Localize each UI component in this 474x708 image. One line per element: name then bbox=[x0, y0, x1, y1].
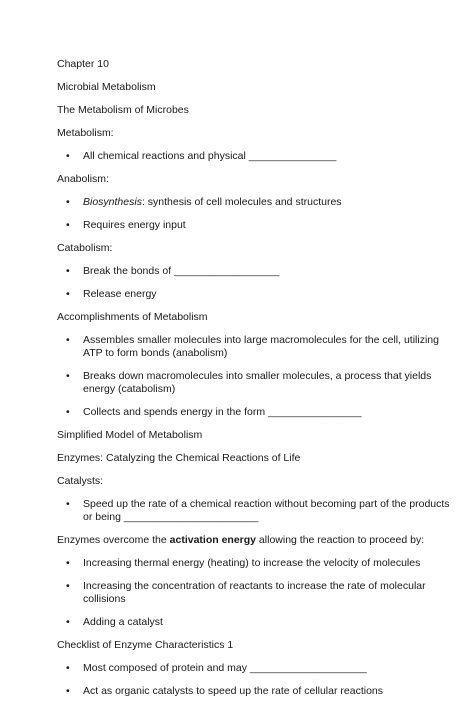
list-item-text-continued: collisions bbox=[83, 593, 126, 605]
list-item-text: Release energy bbox=[83, 288, 157, 300]
enzymes-heading: Enzymes: Catalyzing the Chemical Reactions of Life bbox=[57, 452, 301, 464]
list-item bbox=[57, 580, 459, 606]
bullet-icon: • bbox=[66, 265, 70, 277]
list-item bbox=[57, 265, 459, 278]
bullet-icon: • bbox=[66, 334, 70, 346]
sentence-start: Enzymes overcome the bbox=[57, 534, 170, 546]
metabolism-label: Metabolism: bbox=[57, 127, 114, 139]
list-item-text: Increasing thermal energy (heating) to increase the velocity of molecules bbox=[83, 557, 421, 569]
list-item bbox=[57, 150, 459, 163]
checklist-list bbox=[57, 662, 457, 698]
list-item-text: Adding a catalyst bbox=[83, 616, 163, 628]
activation-energy-sentence bbox=[57, 534, 457, 547]
accomplishments-list bbox=[57, 334, 457, 419]
list-item-text: All chemical reactions and physical _______________ bbox=[83, 150, 337, 162]
bullet-icon: • bbox=[66, 288, 70, 300]
sentence-end: allowing the reaction to proceed by: bbox=[256, 534, 425, 546]
bullet-icon: • bbox=[66, 498, 70, 510]
bullet-icon: • bbox=[66, 662, 70, 674]
activation-energy-term: activation energy bbox=[169, 534, 257, 546]
list-item bbox=[57, 370, 459, 396]
document-page bbox=[57, 58, 457, 708]
catalysts-label: Catalysts: bbox=[57, 475, 104, 487]
simplified-model-heading: Simplified Model of Metabolism bbox=[57, 429, 203, 441]
list-item-text-continued: energy (catabolism) bbox=[83, 383, 176, 395]
bullet-icon: • bbox=[66, 196, 70, 208]
bullet-icon: • bbox=[66, 580, 70, 592]
checklist-label: Checklist of Enzyme Characteristics 1 bbox=[57, 639, 234, 651]
list-item-text-continued: or being _______________________ bbox=[83, 511, 259, 523]
bullet-icon: • bbox=[66, 406, 70, 418]
section-title: The Metabolism of Microbes bbox=[57, 104, 189, 116]
catabolism-list bbox=[57, 265, 457, 301]
list-item-text: Most composed of protein and may ____________________ bbox=[83, 662, 367, 674]
list-item bbox=[57, 196, 459, 209]
list-item bbox=[57, 662, 459, 675]
bullet-icon: • bbox=[66, 557, 70, 569]
list-item-text: Break the bonds of __________________ bbox=[83, 265, 280, 277]
bullet-icon: • bbox=[66, 219, 70, 231]
list-item-text: Increasing the concentration of reactants to increase the rate of molecular bbox=[83, 580, 426, 592]
list-item bbox=[57, 406, 459, 419]
anabolism-list bbox=[57, 196, 457, 232]
list-item-emphasis: Biosynthesis bbox=[83, 196, 142, 208]
list-item bbox=[57, 557, 459, 570]
list-item bbox=[57, 616, 459, 629]
metabolism-list bbox=[57, 150, 457, 163]
list-item-text: Act as organic catalysts to speed up the rate of cellular reactions bbox=[83, 685, 383, 697]
list-item bbox=[57, 219, 459, 232]
list-item bbox=[57, 685, 459, 698]
accomplishments-label: Accomplishments of Metabolism bbox=[57, 311, 208, 323]
list-item bbox=[57, 498, 459, 524]
subject-title: Microbial Metabolism bbox=[57, 81, 156, 93]
list-item-text: Breaks down macromolecules into smaller molecules, a process that yields bbox=[83, 370, 432, 382]
list-item-text: : synthesis of cell molecules and structures bbox=[141, 196, 342, 208]
chapter-title: Chapter 10 bbox=[57, 58, 109, 70]
bullet-icon: • bbox=[66, 616, 70, 628]
list-item-text: Collects and spends energy in the form ________________ bbox=[83, 406, 362, 418]
catalysts-list bbox=[57, 498, 457, 524]
anabolism-label: Anabolism: bbox=[57, 173, 109, 185]
list-item bbox=[57, 334, 459, 360]
bullet-icon: • bbox=[66, 370, 70, 382]
bullet-icon: • bbox=[66, 150, 70, 162]
list-item-text-continued: ATP to form bonds (anabolism) bbox=[83, 347, 228, 359]
bullet-icon: • bbox=[66, 685, 70, 697]
enzymes-overcome-list bbox=[57, 557, 457, 629]
list-item bbox=[57, 288, 459, 301]
list-item-text: Speed up the rate of a chemical reaction without becoming part of the products bbox=[83, 498, 450, 510]
list-item-text: Requires energy input bbox=[83, 219, 186, 231]
list-item-text: Assembles smaller molecules into large macromolecules for the cell, utilizing bbox=[83, 334, 439, 346]
catabolism-label: Catabolism: bbox=[57, 242, 113, 254]
